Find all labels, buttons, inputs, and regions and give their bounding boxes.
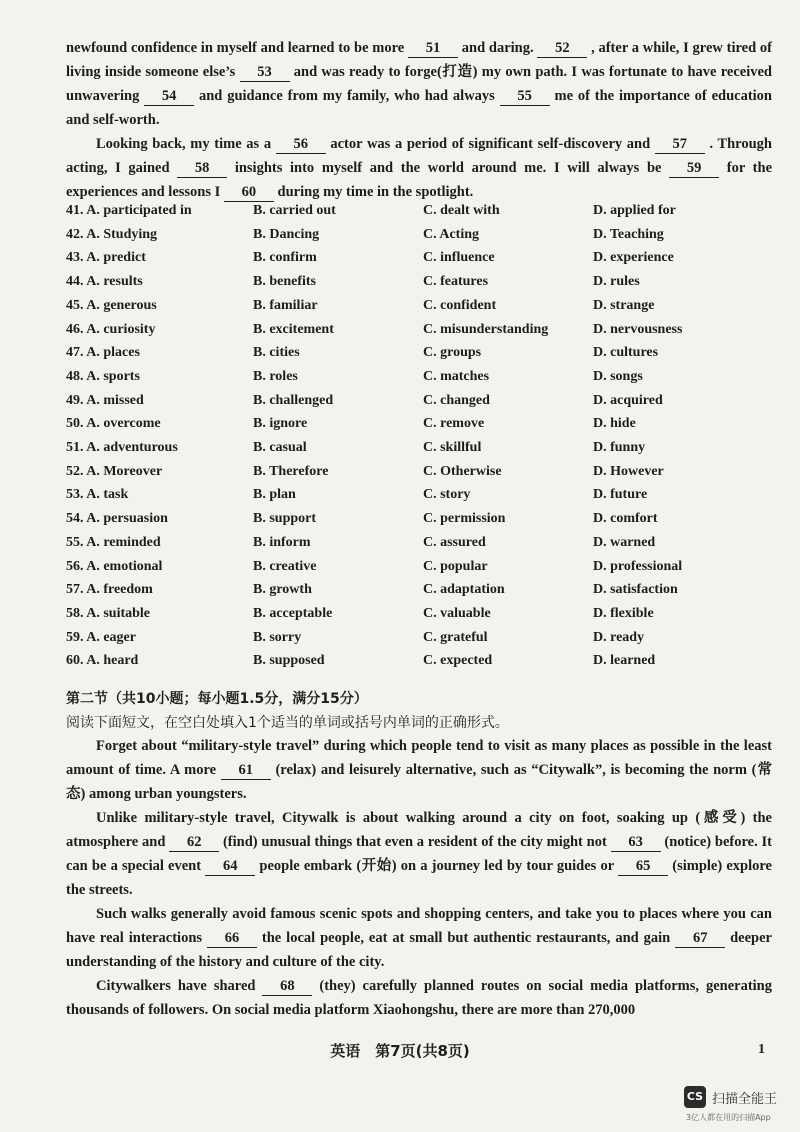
option-b: B. Dancing bbox=[253, 226, 320, 242]
option-c: C. assured bbox=[423, 534, 486, 550]
option-d: D. comfort bbox=[593, 511, 658, 527]
option-c: C. features bbox=[423, 274, 489, 290]
option-b: B. roles bbox=[253, 368, 298, 384]
option-b: B. ignore bbox=[253, 416, 308, 432]
text-run: actor was a period of significant self-discovery and bbox=[325, 136, 655, 152]
text-run: (notice) before. It can be a special event bbox=[66, 834, 772, 874]
option-a: 50. A. overcome bbox=[66, 416, 161, 432]
footer-mark: 1 bbox=[758, 1042, 765, 1057]
option-row bbox=[66, 322, 776, 344]
option-row bbox=[66, 250, 776, 272]
option-c: C. dealt with bbox=[423, 203, 500, 218]
option-b: B. plan bbox=[253, 487, 296, 503]
option-b: B. confirm bbox=[253, 250, 317, 266]
option-d: D. Teaching bbox=[593, 226, 664, 242]
option-a: 47. A. places bbox=[66, 345, 140, 361]
option-b: B. growth bbox=[253, 582, 312, 598]
option-row bbox=[66, 298, 776, 320]
option-a: 45. A. generous bbox=[66, 297, 157, 313]
option-row bbox=[66, 653, 776, 675]
text-run: deeper understanding of the history and culture of the city. bbox=[66, 930, 772, 970]
option-a: 43. A. predict bbox=[66, 250, 146, 266]
blank-55: 55 bbox=[500, 87, 550, 106]
option-b: B. familiar bbox=[253, 297, 318, 313]
option-row bbox=[66, 203, 776, 225]
blank-51: 51 bbox=[408, 39, 458, 58]
blank-67: 67 bbox=[675, 929, 725, 948]
blank-68: 68 bbox=[262, 977, 312, 996]
text-run: Such walks generally avoid famous scenic spots and shopping centers, and take you to places where you can have real interactions bbox=[66, 906, 772, 946]
text-run: newfound confidence in myself and learned to be more bbox=[66, 40, 408, 56]
option-b: B. carried out bbox=[253, 203, 336, 218]
option-a: 55. A. reminded bbox=[66, 534, 161, 550]
option-a: 56. A. emotional bbox=[66, 558, 163, 574]
option-a: 46. A. curiosity bbox=[66, 321, 156, 337]
option-c: C. misunderstanding bbox=[423, 321, 549, 337]
option-b: B. Therefore bbox=[253, 463, 329, 479]
option-b: B. excitement bbox=[253, 321, 334, 337]
option-c: C. changed bbox=[423, 392, 490, 408]
option-c: C. groups bbox=[423, 345, 482, 361]
blank-57: 57 bbox=[655, 135, 705, 154]
option-c: C. permission bbox=[423, 511, 506, 527]
text-run: and daring. bbox=[458, 40, 538, 56]
passage1-last-paragraph bbox=[66, 132, 772, 204]
blank-64: 64 bbox=[205, 857, 255, 876]
text-run: and was ready to forge(打造) my own path. I was fortunate to have received unwavering bbox=[66, 64, 772, 104]
option-a: 52. A. Moreover bbox=[66, 463, 163, 479]
option-c: C. valuable bbox=[423, 605, 491, 621]
blank-66: 66 bbox=[207, 929, 257, 948]
option-d: D. songs bbox=[593, 368, 643, 384]
text-run: Looking back, my time as a bbox=[96, 136, 276, 152]
text-run: Citywalkers have shared bbox=[96, 978, 263, 994]
option-row bbox=[66, 582, 776, 604]
page-footer: 英语 第7页(共8页) bbox=[330, 1042, 470, 1060]
option-b: B. casual bbox=[253, 440, 307, 455]
option-b: B. challenged bbox=[253, 392, 334, 408]
scanner-tagline: 3亿人都在用的扫描App bbox=[686, 1113, 771, 1122]
option-a: 60. A. heard bbox=[66, 653, 139, 669]
option-c: C. remove bbox=[423, 416, 485, 432]
blank-63: 63 bbox=[611, 833, 661, 852]
option-c: C. matches bbox=[423, 368, 490, 384]
passage2-paragraph-3 bbox=[66, 902, 772, 974]
option-d: D. cultures bbox=[593, 345, 659, 361]
option-row bbox=[66, 227, 776, 249]
option-b: B. benefits bbox=[253, 274, 316, 290]
scanner-watermark bbox=[684, 1086, 794, 1128]
text-run: , after a while, I grew tired of living inside someone else’s bbox=[66, 40, 772, 80]
text-run: people embark (开始) on a journey led by tour guides or bbox=[255, 858, 619, 874]
text-run: (relax) and leisurely alternative, such as “Citywalk”, is becoming the norm (常态) among urban youngsters. bbox=[66, 762, 772, 802]
option-c: C. adaptation bbox=[423, 582, 505, 598]
passage2-paragraph-4 bbox=[66, 974, 772, 1022]
blank-61: 61 bbox=[221, 761, 271, 780]
text-run: during my time in the spotlight. bbox=[273, 184, 474, 200]
option-d: D. applied for bbox=[593, 203, 676, 218]
option-d: D. future bbox=[593, 487, 648, 503]
option-b: B. cities bbox=[253, 345, 300, 361]
text-run: the local people, eat at small but authentic restaurants, and gain bbox=[256, 930, 676, 946]
blank-59: 59 bbox=[669, 159, 719, 178]
option-row bbox=[66, 345, 776, 367]
section2-heading: 第二节（共10小题；每小题1.5分，满分15分） bbox=[66, 691, 368, 707]
scanner-name: 扫描全能王 bbox=[712, 1092, 778, 1107]
option-c: C. grateful bbox=[423, 629, 488, 645]
option-row bbox=[66, 511, 776, 533]
option-d: D. However bbox=[593, 463, 664, 479]
option-b: B. support bbox=[253, 511, 317, 527]
option-c: C. Acting bbox=[423, 226, 479, 242]
option-a: 44. A. results bbox=[66, 274, 143, 290]
text-run: (find) unusual things that even a resident of the city might not bbox=[219, 834, 611, 850]
option-a: 57. A. freedom bbox=[66, 582, 153, 598]
option-a: 58. A. suitable bbox=[66, 605, 151, 621]
option-d: D. strange bbox=[593, 297, 655, 313]
option-c: C. story bbox=[423, 487, 471, 503]
blank-52: 52 bbox=[537, 39, 587, 58]
option-c: C. skillful bbox=[423, 440, 482, 455]
option-b: B. inform bbox=[253, 534, 311, 550]
option-d: D. warned bbox=[593, 534, 656, 550]
option-c: C. popular bbox=[423, 558, 488, 574]
text-run: (they) carefully planned routes on social media platforms, generating thousands of followers. On social media platform Xiaohongshu, there are more than 270,000 bbox=[66, 978, 772, 1018]
text-run: and guidance from my family, who had always bbox=[194, 88, 500, 104]
option-b: B. sorry bbox=[253, 629, 302, 645]
blank-58: 58 bbox=[177, 159, 227, 178]
option-d: D. ready bbox=[593, 629, 645, 645]
passage2-paragraph-2 bbox=[66, 806, 772, 902]
text-run: me of the importance of education and self-worth. bbox=[66, 88, 772, 128]
passage1-continued-paragraph bbox=[66, 36, 772, 132]
option-row bbox=[66, 559, 776, 581]
option-row bbox=[66, 487, 776, 509]
option-d: D. satisfaction bbox=[593, 582, 678, 598]
option-row bbox=[66, 535, 776, 557]
option-row bbox=[66, 464, 776, 486]
option-d: D. experience bbox=[593, 250, 674, 266]
option-a: 51. A. adventurous bbox=[66, 440, 178, 455]
option-row bbox=[66, 274, 776, 296]
option-row bbox=[66, 369, 776, 391]
text-run: Unlike military-style travel, Citywalk is about walking around a city on foot, soaking up (感受) the atmosphere and bbox=[66, 810, 772, 850]
text-run: (simple) explore the streets. bbox=[66, 858, 772, 898]
text-run: . Through acting, I gained bbox=[66, 136, 772, 176]
option-a: 49. A. missed bbox=[66, 392, 144, 408]
blank-65: 65 bbox=[618, 857, 668, 876]
blank-56: 56 bbox=[276, 135, 326, 154]
option-row bbox=[66, 606, 776, 628]
option-c: C. influence bbox=[423, 250, 495, 266]
option-row bbox=[66, 440, 776, 462]
option-d: D. hide bbox=[593, 416, 636, 432]
blank-54: 54 bbox=[144, 87, 194, 106]
option-d: D. learned bbox=[593, 653, 656, 669]
option-b: B. creative bbox=[253, 558, 317, 574]
scanner-logo-icon: CS bbox=[684, 1086, 706, 1108]
blank-53: 53 bbox=[240, 63, 290, 82]
option-a: 42. A. Studying bbox=[66, 226, 158, 242]
option-b: B. acceptable bbox=[253, 605, 333, 621]
option-d: D. rules bbox=[593, 274, 640, 290]
option-row bbox=[66, 630, 776, 652]
option-row bbox=[66, 393, 776, 415]
option-c: C. Otherwise bbox=[423, 463, 502, 479]
option-a: 53. A. task bbox=[66, 487, 129, 503]
option-d: D. acquired bbox=[593, 392, 663, 408]
option-row bbox=[66, 416, 776, 438]
section2-instruction: 阅读下面短文，在空白处填入1个适当的单词或括号内单词的正确形式。 bbox=[66, 715, 509, 731]
option-b: B. supposed bbox=[253, 653, 325, 669]
option-c: C. confident bbox=[423, 297, 497, 313]
option-a: 48. A. sports bbox=[66, 368, 140, 384]
blank-60: 60 bbox=[224, 183, 274, 202]
option-d: D. flexible bbox=[593, 605, 654, 621]
option-a: 41. A. participated in bbox=[66, 203, 192, 218]
passage2-paragraph-1 bbox=[66, 734, 772, 806]
option-a: 59. A. eager bbox=[66, 629, 136, 645]
option-d: D. professional bbox=[593, 558, 683, 574]
text-run: Forget about “military-style travel” during which people tend to visit as many places as possible in the least amount of time. A more bbox=[66, 738, 772, 778]
blank-62: 62 bbox=[169, 833, 219, 852]
option-d: D. funny bbox=[593, 440, 646, 455]
option-c: C. expected bbox=[423, 653, 493, 669]
option-a: 54. A. persuasion bbox=[66, 511, 168, 527]
text-run: insights into myself and the world around me. I will always be bbox=[227, 160, 670, 176]
option-d: D. nervousness bbox=[593, 321, 683, 337]
text-run: for the experiences and lessons I bbox=[66, 160, 772, 200]
